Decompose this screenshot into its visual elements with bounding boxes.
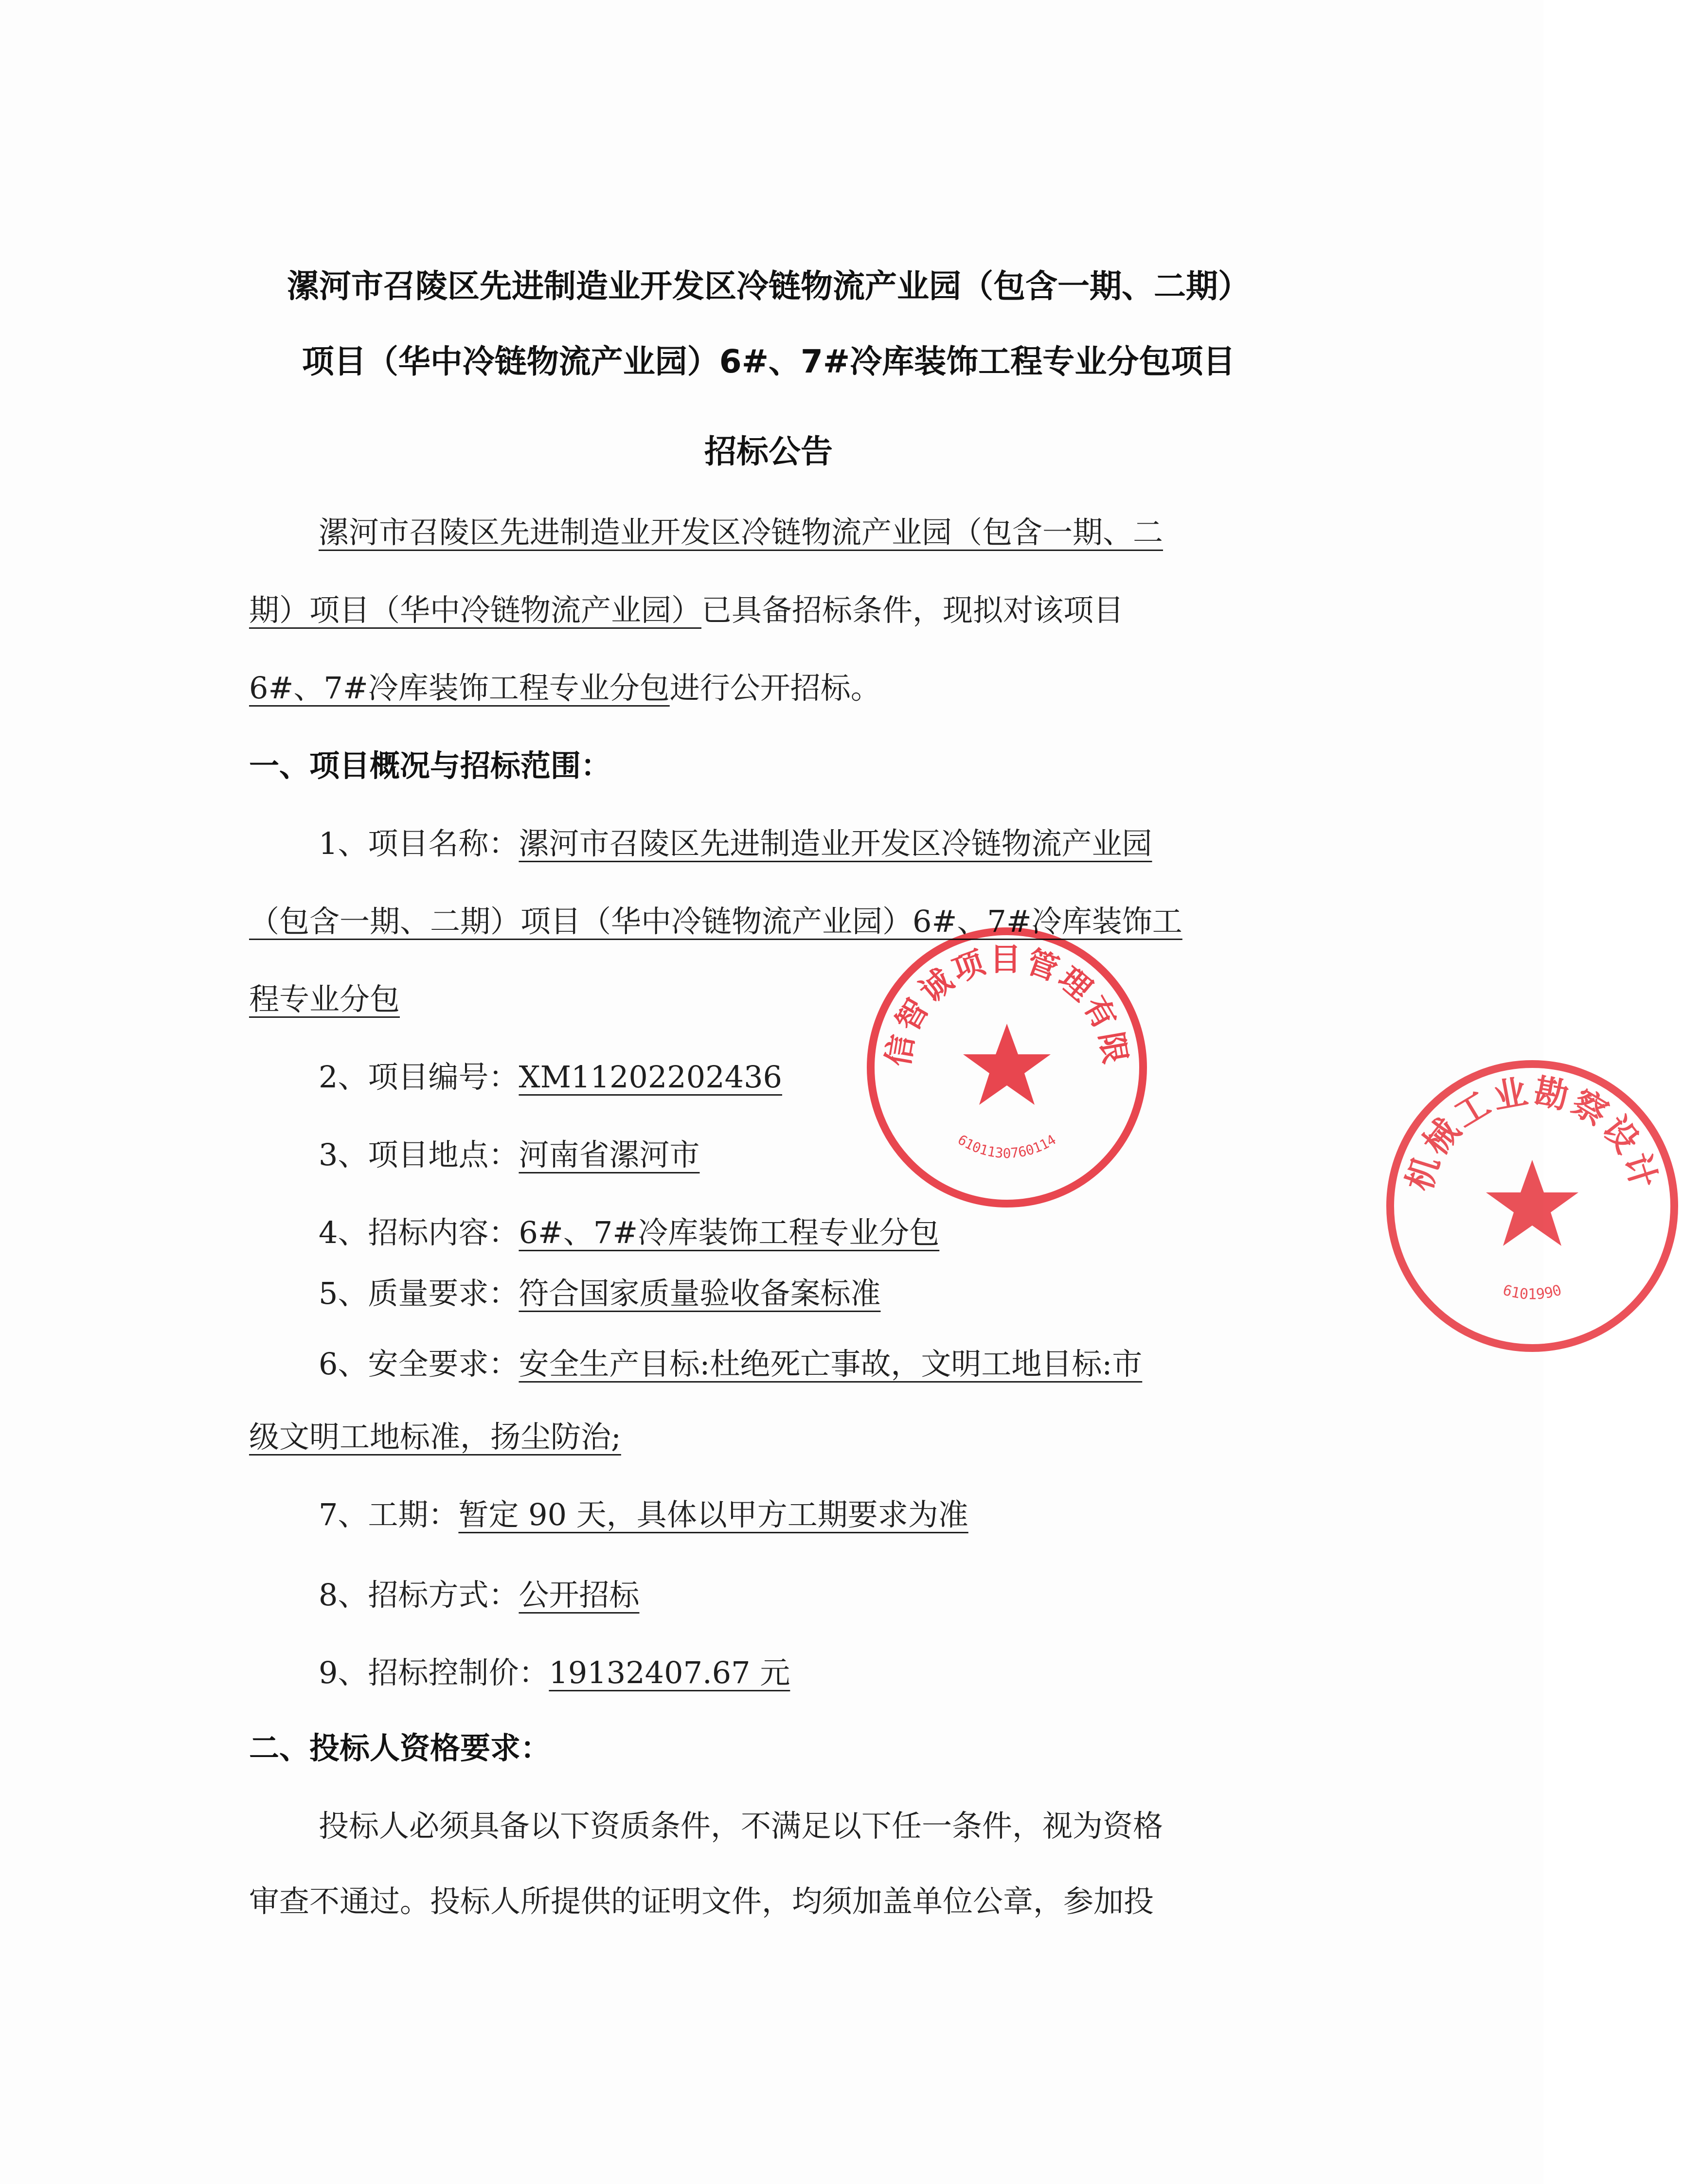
item-4-label: 4、招标内容： bbox=[319, 1215, 519, 1250]
item-3-label: 3、项目地点： bbox=[319, 1137, 519, 1172]
document-title-line-2: 项目（华中冷链物流产业园）6#、7#冷库装饰工程专业分包项目 bbox=[302, 343, 1235, 380]
item-7-label: 7、工期： bbox=[319, 1497, 459, 1532]
item-4 bbox=[319, 1211, 939, 1255]
engineering-seal-stamp bbox=[1381, 1055, 1683, 1357]
intro-line-1 bbox=[319, 511, 1163, 554]
item-6-value-part-1: 安全生产目标:杜绝死亡事故，文明工地目标:市 bbox=[519, 1346, 1143, 1382]
section-2-paragraph-line-1: 投标人必须具备以下资质条件，不满足以下任一条件，视为资格 bbox=[319, 1808, 1164, 1844]
document-title-line-1: 漯河市召陵区先进制造业开发区冷链物流产业园（包含一期、二期） bbox=[287, 267, 1250, 305]
item-1-label: 1、项目名称： bbox=[319, 826, 519, 861]
svg-text:6101130760114 bbox=[955, 1132, 1059, 1161]
seal-1-code: 6101130760114 bbox=[955, 1131, 1059, 1161]
section-2-heading: 二、投标人资格要求： bbox=[249, 1730, 551, 1766]
item-2 bbox=[319, 1055, 782, 1099]
item-3 bbox=[319, 1133, 699, 1177]
item-8-label: 8、招标方式： bbox=[319, 1577, 519, 1613]
item-1-line-3 bbox=[249, 977, 400, 1021]
item-8-value: 公开招标 bbox=[519, 1577, 640, 1613]
item-5-value: 符合国家质量验收备案标准 bbox=[519, 1276, 881, 1311]
item-6-label: 6、安全要求： bbox=[319, 1346, 519, 1382]
document-title-line-3: 招标公告 bbox=[704, 433, 833, 470]
item-8 bbox=[319, 1573, 639, 1617]
intro-line-3 bbox=[249, 666, 881, 710]
item-1-line-1 bbox=[319, 822, 1152, 866]
section-1-heading: 一、项目概况与招标范围： bbox=[249, 748, 611, 783]
item-9 bbox=[319, 1651, 790, 1695]
item-1-value-part-1: 漯河市召陵区先进制造业开发区冷链物流产业园 bbox=[519, 826, 1152, 861]
item-7-value: 暂定 90 天，具体以甲方工期要求为准 bbox=[458, 1497, 968, 1532]
item-9-label: 9、招标控制价： bbox=[319, 1655, 549, 1690]
item-3-value: 河南省漯河市 bbox=[519, 1137, 700, 1172]
seal-2-code: 6101990 bbox=[1501, 1281, 1564, 1303]
item-1-value-part-2: （包含一期、二期）项目（华中冷链物流产业园）6#、7#冷库装饰工 bbox=[249, 904, 1182, 939]
item-9-value: 19132407.67 元 bbox=[549, 1655, 790, 1690]
item-5 bbox=[319, 1272, 880, 1315]
item-1-value-part-3: 程专业分包 bbox=[249, 981, 400, 1017]
intro-project-name-part-1: 漯河市召陵区先进制造业开发区冷链物流产业园（包含一期、二 bbox=[319, 515, 1164, 550]
seal-2-text: 机械工业勘察设计 bbox=[1399, 1071, 1665, 1196]
item-5-label: 5、质量要求： bbox=[319, 1276, 519, 1311]
item-6-line-1 bbox=[319, 1342, 1142, 1386]
intro-project-name-part-2: 期）项目（华中冷链物流产业园） bbox=[249, 592, 702, 628]
company-seal-stamp bbox=[863, 924, 1150, 1211]
intro-line-2 bbox=[249, 588, 1124, 632]
intro-project-scope: 6#、7#冷库装饰工程专业分包 bbox=[249, 670, 670, 706]
intro-text-2: 已具备招标条件，现拟对该项目 bbox=[701, 592, 1124, 628]
item-2-value: XM11202202436 bbox=[519, 1059, 782, 1095]
item-6-value-part-2: 级文明工地标准，扬尘防治; bbox=[249, 1419, 621, 1455]
intro-text-3: 进行公开招标。 bbox=[669, 670, 881, 706]
section-2-paragraph-line-2: 审查不通过。投标人所提供的证明文件，均须加盖单位公章，参加投 bbox=[249, 1883, 1154, 1919]
item-7 bbox=[319, 1493, 968, 1537]
svg-text:6101990 bbox=[1501, 1281, 1564, 1303]
item-6-line-2 bbox=[249, 1415, 621, 1459]
seal-1-text: 信智诚项目管理有限 bbox=[880, 941, 1134, 1069]
item-2-label: 2、项目编号： bbox=[319, 1059, 519, 1095]
item-4-value: 6#、7#冷库装饰工程专业分包 bbox=[519, 1215, 940, 1250]
